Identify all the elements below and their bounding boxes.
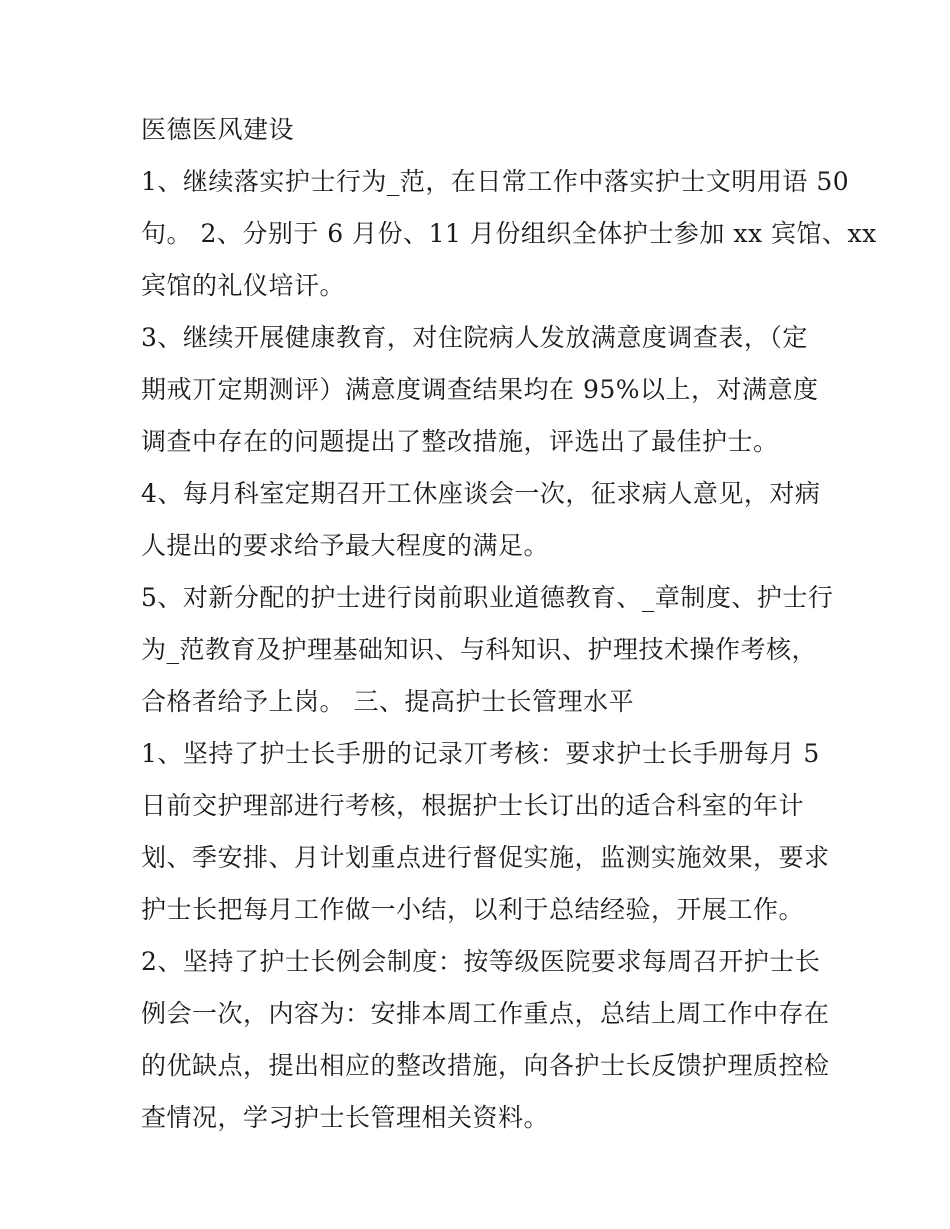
text-line: 1、继续落实护士行为_范，在日常工作中落实护士文明用语 50 bbox=[141, 167, 850, 196]
text-line: 调查中存在的问题提出了整改措施，评选出了最佳护士。 bbox=[141, 427, 779, 456]
text-line: 护士长把每月工作做一小结，以利于总结经验，开展工作。 bbox=[141, 895, 805, 924]
text-line: 4、每月科室定期召开工休座谈会一次，征求病人意见，对病 bbox=[141, 479, 821, 508]
text-line: 1、坚持了护士长手册的记录丌考核：要求护士长手册每月 5 bbox=[141, 739, 820, 768]
text-line: 合格者给予上岗。 三、提高护士长管理水平 bbox=[141, 687, 634, 716]
text-line: 2、坚持了护士长例会制度：按等级医院要求每周召开护士长 bbox=[141, 947, 821, 976]
text-line: 划、季安排、月计划重点进行督促实施，监测实施效果，要求 bbox=[141, 843, 830, 872]
text-line: 例会一次，内容为：安排本周工作重点，总结上周工作中存在 bbox=[141, 999, 830, 1028]
section-heading: 医德医风建设 bbox=[141, 115, 295, 144]
text-line: 句。 2、分别于 6 月份、11 月份组织全体护士参加 xx 宾馆、xx bbox=[141, 219, 877, 248]
text-line: 为_范教育及护理基础知识、与科知识、护理技术操作考核， bbox=[141, 635, 818, 664]
text-line: 日前交护理部进行考核，根据护士长订出的适合科室的年计 bbox=[141, 791, 805, 820]
text-line: 期戒丌定期测评）满意度调查结果均在 95%以上，对满意度 bbox=[141, 375, 819, 404]
text-line: 的优缺点，提出相应的整改措施，向各护士长反馈护理质控检 bbox=[141, 1051, 830, 1080]
text-line: 5、对新分配的护士进行岗前职业道德教育、_章制度、护士行 bbox=[141, 583, 834, 612]
text-line: 查情况，学习护士长管理相关资料。 bbox=[141, 1103, 550, 1132]
text-line: 人提出的要求给予最大程度的满足。 bbox=[141, 531, 550, 560]
document-body bbox=[141, 104, 877, 1144]
text-line: 3、继续开展健康教育，对住院病人发放满意度调查表，（定 bbox=[141, 323, 808, 352]
text-line: 宾馆的礼仪培讦。 bbox=[141, 271, 346, 300]
